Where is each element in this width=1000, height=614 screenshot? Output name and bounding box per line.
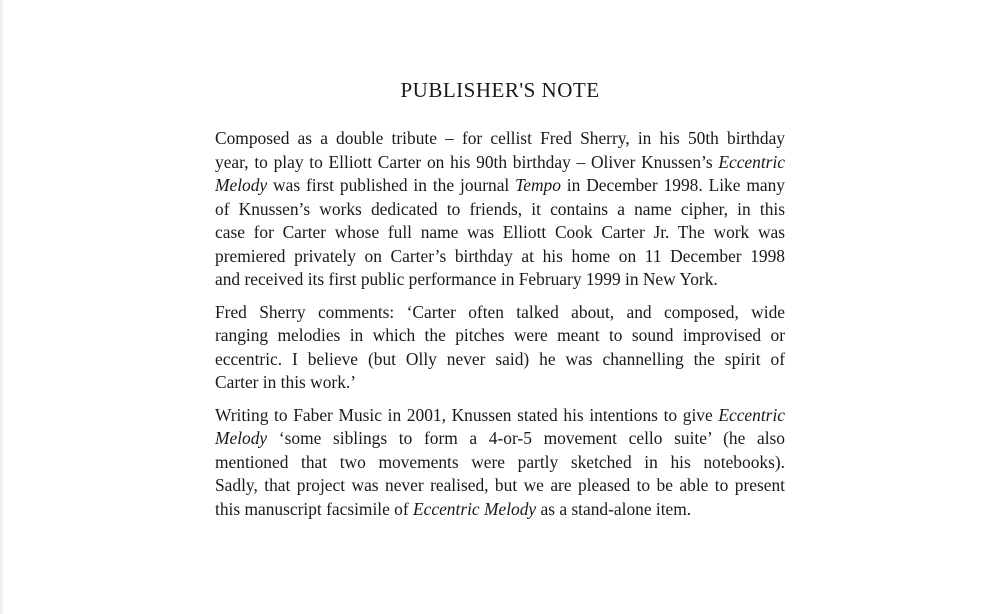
text-line: [215, 198, 785, 222]
page-title: PUBLISHER'S NOTE: [400, 78, 600, 102]
text-line: [215, 474, 785, 498]
text-line: [215, 301, 785, 325]
paragraph-2: [215, 301, 785, 395]
paragraph-1: [215, 127, 785, 292]
text-line: [215, 127, 785, 151]
text-line: [215, 174, 785, 198]
text-run: case for Carter whose full name was Elliott Cook Carter Jr. The work was: [215, 222, 785, 242]
note-body: [215, 127, 785, 530]
text-run: eccentric. I believe (but Olly never said) he was channelling the spirit of: [215, 348, 785, 369]
text-line: [215, 404, 785, 428]
text-line: [215, 245, 785, 269]
text-run: ranging melodies in which the pitches were meant to sound improvised or: [215, 325, 785, 345]
text-line: [215, 268, 785, 292]
text-run: mentioned that two movements were partly sketched in his notebooks).: [215, 451, 785, 472]
text-run: as a stand-alone item.: [536, 498, 692, 519]
text-line: [215, 324, 785, 348]
text-run: year, to play to Elliott Carter on his 90th birthday – Oliver Knussen’s: [215, 151, 719, 172]
italic-title-text: Melody: [215, 175, 268, 195]
text-line: [215, 348, 785, 372]
text-run: Composed as a double tribute – for cellist Fred Sherry, in his 50th birthday: [215, 128, 785, 148]
text-run: and received its first public performance in February 1999 in New York.: [215, 269, 718, 289]
italic-title-text: Eccentric Melody: [413, 498, 537, 519]
text-run: Sadly, that project was never realised, but we are pleased to be able to present: [215, 475, 785, 495]
text-run: Writing to Faber Music in 2001, Knussen stated his intentions to give: [215, 404, 719, 425]
text-run: this manuscript facsimile of: [215, 498, 414, 519]
text-run: was first published in the journal: [267, 175, 516, 195]
text-line: [215, 498, 785, 522]
text-run: Carter in this work.’: [215, 372, 357, 392]
text-run: premiered privately on Carter’s birthday at his home on 11 December 1998: [215, 245, 785, 266]
text-run: Fred Sherry comments: ‘Carter often talked about, and composed, wide: [215, 301, 785, 322]
paragraph-3: [215, 404, 785, 522]
italic-title-text: Eccentric: [718, 151, 785, 172]
text-line: [215, 151, 785, 175]
text-run: of Knussen’s works dedicated to friends, it contains a name cipher, in this: [215, 198, 785, 219]
italic-title-text: Eccentric: [718, 404, 785, 425]
text-line: [215, 221, 785, 245]
text-line: [215, 427, 785, 451]
text-line: [215, 451, 785, 475]
text-line: [215, 371, 785, 395]
text-run: in December 1998. Like many: [560, 175, 785, 195]
text-run: ‘some siblings to form a 4-or-5 movement cello suite’ (he also: [267, 428, 785, 448]
italic-title-text: Melody: [215, 428, 268, 448]
italic-title-text: Tempo: [515, 175, 561, 195]
